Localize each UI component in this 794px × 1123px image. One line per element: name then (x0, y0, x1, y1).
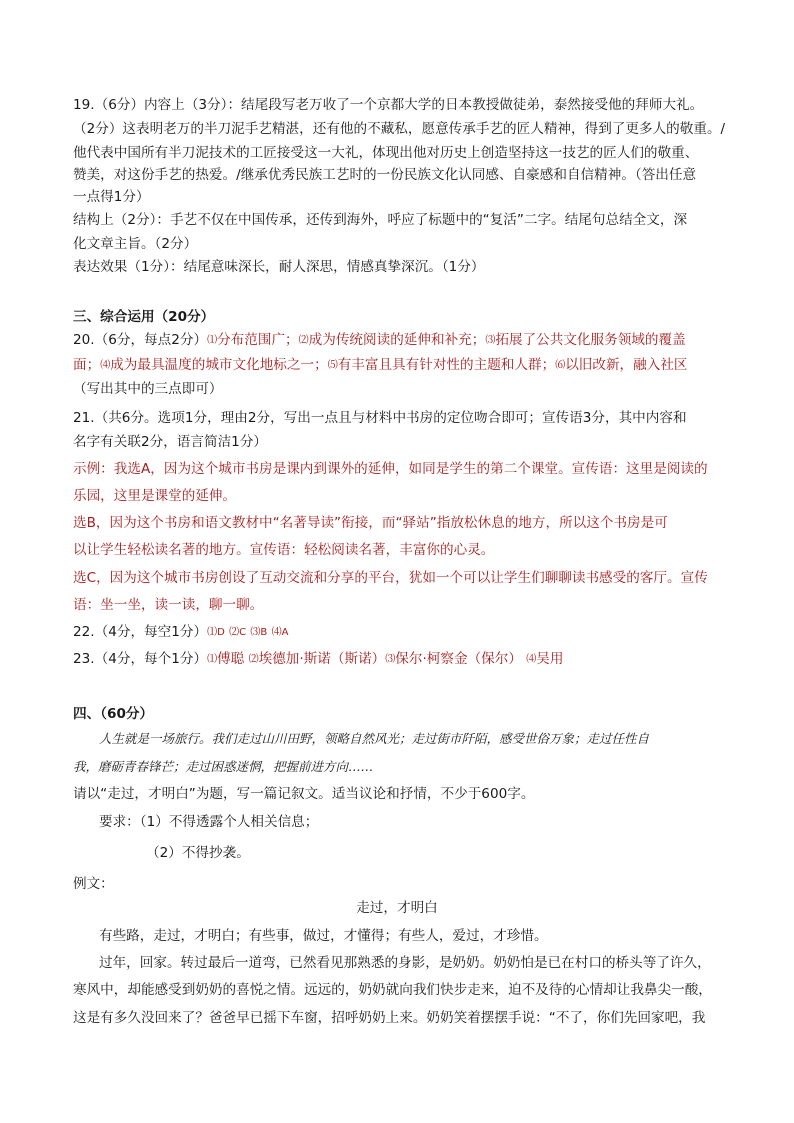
q20-num-4: ⑷ (100, 360, 111, 371)
q21-line-8: 语：坐一坐，读一读，聊一聊。 (73, 597, 264, 613)
q21-line-2: 名字有关联2分，语言简洁1分） (73, 434, 268, 450)
q19-line-7: 化文章主旨。（2分） (73, 236, 198, 252)
q20-num-1: ⑴ (207, 335, 218, 346)
essay-paragraph-2-line-2: 寒风中，却能感受到奶奶的喜悦之情。远远的，奶奶就向我们快步走来，迫不及待的心情却让我鼻尖一酸， (73, 982, 712, 998)
q20-point-3-cont: 面； (73, 357, 101, 373)
q23-num-4: ⑷ (526, 654, 537, 665)
q19-line-6: 结构上（2分）：手艺不仅在中国传承，还传到海外，呼应了标题中的“复活”二字。结尾句总结全文，深 (73, 212, 688, 228)
q19-line-3: 他代表中国所有半刀泥技术的工匠接受这一大礼，体现出他对历史上创造坚持这一技艺的匠人们的敬重、 (73, 145, 699, 161)
q23-answer-2: 埃德加·斯诺（斯诺） (258, 651, 386, 667)
q23-line (73, 651, 563, 668)
q19-line-4: 赞美，对这份手艺的热爱。/继承优秀民族工艺时的一份民族文化认同感、自豪感和自信精神。（答出任意 (73, 167, 697, 183)
q20-point-5: 有丰富且具有针对性的主题和人群； (337, 357, 556, 373)
q22-line (73, 624, 288, 641)
q23-prefix: 23.（4分，每个1分） (73, 651, 208, 667)
q22-answer-1: D (217, 627, 225, 638)
section-4-title: 四、（60分） (73, 706, 154, 722)
q22-answer-3: B (260, 627, 268, 638)
q19-line-8: 表达效果（1分）：结尾意味深长，耐人深思，情感真挚深沉。（1分） (73, 259, 485, 275)
q20-note: （写出其中的三点即可） (73, 381, 223, 397)
q20-point-2: 成为传统阅读的延伸和补充； (308, 332, 486, 348)
q20-num-2: ⑵ (298, 335, 309, 346)
q23-answer-3: 保尔·柯察金（保尔） (395, 651, 522, 667)
q19-line-5: 一点得1分） (73, 189, 150, 205)
q23-num-1: ⑴ (207, 654, 218, 665)
q22-prefix: 22.（4分，每空1分） (73, 624, 208, 640)
q22-num-2: ⑵ (229, 627, 240, 638)
q21-line-3: 示例：我选A，因为这个城市书房是课内到课外的延伸，如同是学生的第二个课堂。宣传语：这里是阅读的 (73, 461, 708, 477)
prompt-line-1: 人生就是一场旅行。我们走过山川田野，领略自然风光；走过街市阡陌，感受世俗万象；走过任性自 (99, 731, 650, 746)
prompt-line-2: 我，磨砺青春锋芒；走过困惑迷惘，把握前进方向…… (73, 759, 374, 774)
q20-num-3: ⑶ (485, 335, 496, 346)
section-3-title: 三、综合运用（20分） (73, 309, 215, 325)
q20-line-1 (73, 332, 686, 349)
example-label: 例文： (73, 876, 114, 892)
q23-num-2: ⑵ (248, 654, 259, 665)
q20-num-6: ⑹ (555, 360, 566, 371)
q23-answer-4: 吴用 (536, 651, 564, 667)
essay-title: 走过，才明白 (356, 900, 438, 916)
q20-point-6: 以旧改新，融入社区 (565, 357, 688, 373)
q22-num-1: ⑴ (207, 627, 218, 638)
essay-paragraph-2-line-3: 这是有多久没回来了？爸爸早已摇下车窗，招呼奶奶上来。奶奶笑着摆摆手说：“不了，你们先回家吧，我 (73, 1010, 706, 1026)
essay-paragraph-2-line-1: 过年，回家。转过最后一道弯，已然看见那熟悉的身影，是奶奶。奶奶怕是已在村口的桥头等了许久， (99, 955, 711, 971)
q20-prefix: 20.（6分，每点2分） (73, 332, 208, 348)
requirement-1: 要求：（1）不得透露个人相关信息； (99, 814, 319, 830)
q19-line-1: 19.（6分）内容上（3分）：结尾段写老万收了一个京都大学的日本教授做徒弟，泰然接受他的拜师大礼。 (73, 97, 704, 113)
q20-point-4: 成为最具温度的城市文化地标之一； (110, 357, 328, 373)
q21-line-6: 以让学生轻松读名著的地方。宣传语：轻松阅读名著，丰富你的心灵。 (73, 542, 495, 558)
writing-task: 请以“走过，才明白”为题，写一篇记叙文。适当议论和抒情，不少于600字。 (73, 786, 535, 802)
q21-line-4: 乐园，这里是课堂的延伸。 (73, 488, 237, 504)
q20-num-5: ⑸ (327, 360, 338, 371)
q23-num-3: ⑶ (385, 654, 396, 665)
q20-line-2 (73, 357, 688, 374)
q22-answer-2: C (239, 627, 247, 638)
q19-line-2: （2分）这表明老万的半刀泥手艺精湛，还有他的不藏私，愿意传承手艺的匠人精神，得到了更多人的敬重。/ (73, 121, 726, 137)
q21-line-7: 选C，因为这个城市书房创设了互动交流和分享的平台，犹如一个可以让学生们聊聊读书感受的客厅。宣传 (73, 570, 708, 586)
q20-point-3: 拓展了公共文化服务领域的覆盖 (495, 332, 686, 348)
requirement-2: （2）不得抄袭。 (146, 845, 250, 861)
q21-line-1: 21.（共6分。选项1分，理由2分，写出一点且与材料中书房的定位吻合即可；宣传语3分，其中内容和 (73, 410, 687, 426)
q22-answer-4: A (281, 627, 289, 638)
q21-line-5: 选B，因为这个书房和语文教材中“名著导读”衔接，而“驿站”指放松休息的地方，所以这个书房是可 (73, 515, 668, 531)
q20-point-1: 分布范围广； (217, 332, 299, 348)
q23-answer-1: 傅聪 (217, 651, 245, 667)
q22-num-3: ⑶ (250, 627, 261, 638)
essay-paragraph-1: 有些路，走过，才明白；有些事，做过，才懂得；有些人，爱过，才珍惜。 (99, 928, 548, 944)
q22-num-4: ⑷ (271, 627, 282, 638)
